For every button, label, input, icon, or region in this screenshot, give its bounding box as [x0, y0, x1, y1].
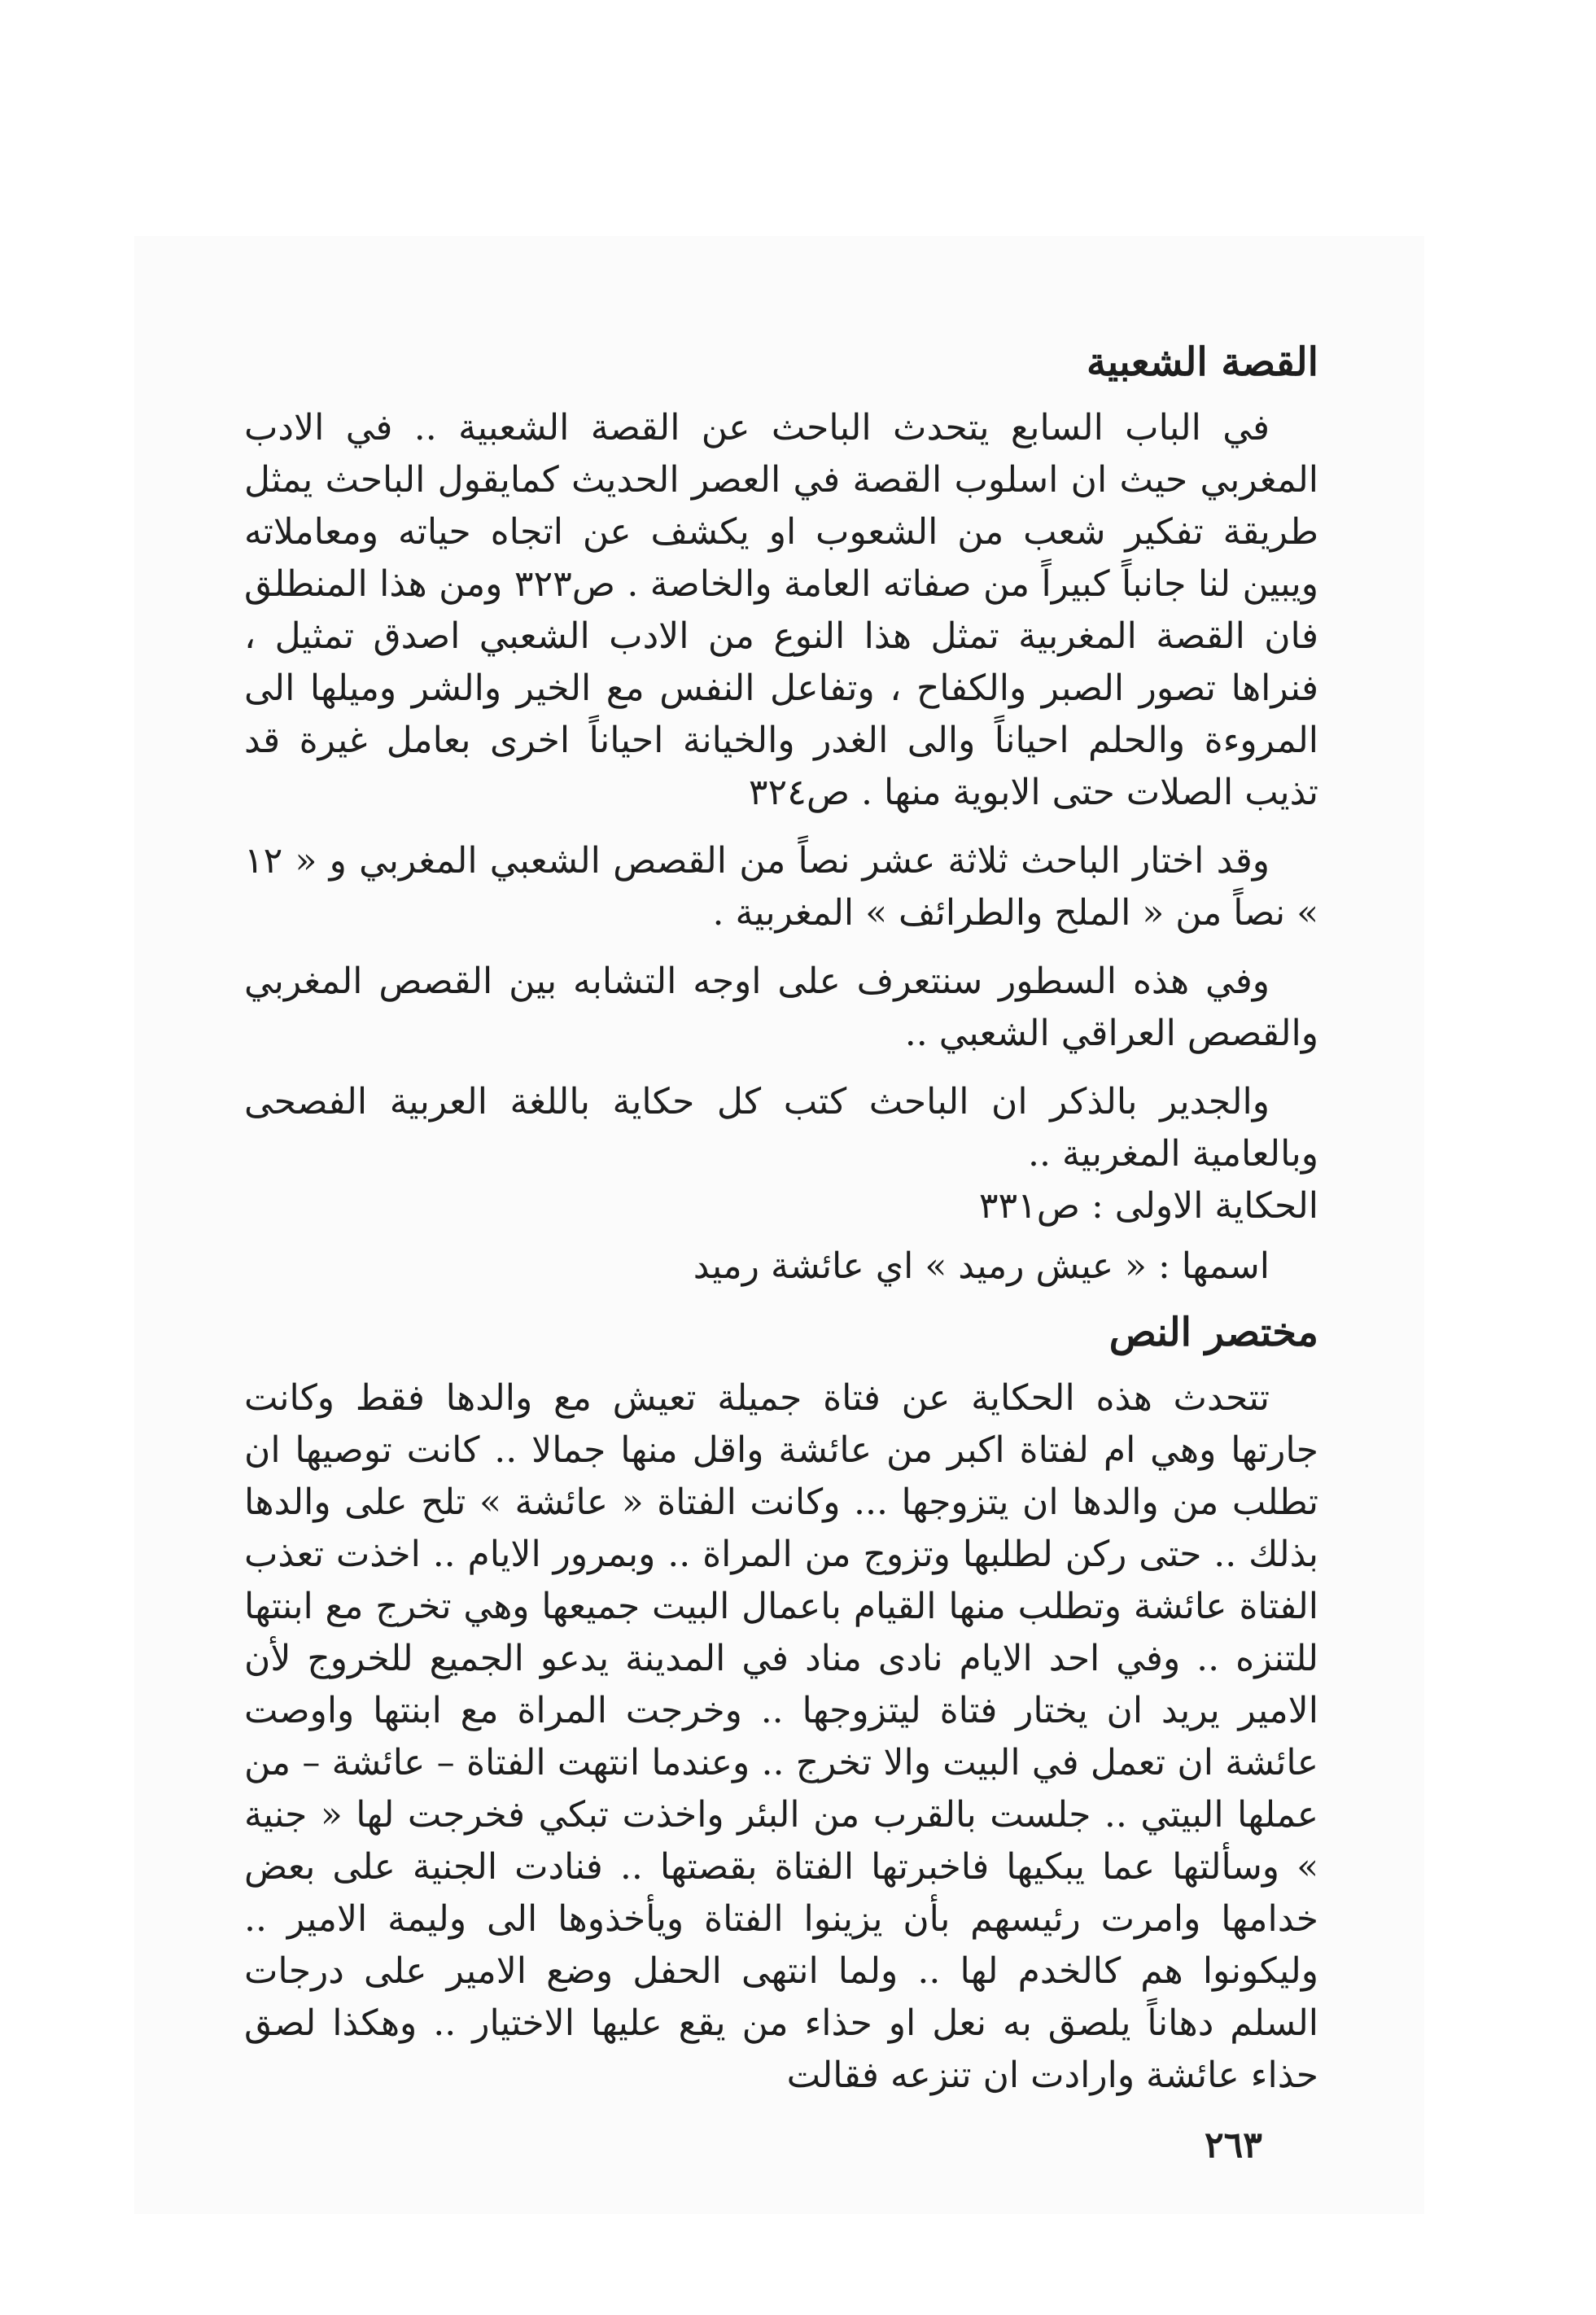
page-content: [244, 334, 1318, 2118]
paragraph-summary: تتحدث هذه الحكاية عن فتاة جميلة تعيش مع والدها فقط وكانت جارتها وهي ام لفتاة اكبر من عائشة واقل منها جمالا .. كانت توصيها ان تطلب من والدها ان يتزوجها ... وكانت الفتاة « عائشة » تلح على والدها بذلك .. حتى ركن لطلبها وتزوج من المراة .. وبمرور الايام .. اخذت تعذب الفتاة عائشة وتطلب منها القيام باعمال البيت جميعها وهي تخرج مع ابنتها للتنزه .. وفي احد الايام نادى مناد في المدينة يدعو الجميع للخروج لأن الامير يريد ان يختار فتاة ليتزوجها .. وخرجت المراة مع ابنتها واوصت عائشة ان تعمل في البيت والا تخرج .. وعندما انتهت الفتاة – عائشة – من عملها البيتي .. جلست بالقرب من البئر واخذت تبكي فخرجت لها « جنية » وسألتها عما يبكيها فاخبرتها الفتاة بقصتها .. فنادت الجنية على بعض خدامها وامرت رئيسهم بأن يزينوا الفتاة ويأخذوها الى وليمة الامير .. وليكونوا هم كالخدم لها .. ولما انتهى الحفل وضع الامير على درجات السلم دهاناً يلصق به نعل او حذاء من يقع عليها الاختيار .. وهكذا لصق حذاء عائشة وارادت ان تنزعه فقالت: [244, 1377, 1318, 2096]
story-name: اسمها : « عيش رميد » اي عائشة رميد: [693, 1245, 1270, 1287]
paragraph-comparison: وفي هذه السطور سنتعرف على اوجه التشابه بين القصص المغربي والقصص العراقي الشعبي ..: [244, 961, 1318, 1054]
paragraph-language-note: والجدير بالذكر ان الباحث كتب كل حكاية باللغة العربية الفصحى وبالعامية المغربية ..: [244, 1081, 1318, 1175]
section-heading-summary: مختصر النص: [1108, 1310, 1318, 1355]
section-heading-folk-tale: القصة الشعبية: [1087, 339, 1318, 385]
story-label: الحكاية الاولى : ص٣٣١: [978, 1185, 1318, 1227]
page-number: ٢٦٣: [1205, 2125, 1262, 2166]
paragraph-selection: وقد اختار الباحث ثلاثة عشر نصاً من القصص الشعبي المغربي و « ١٢ » نصاً من « الملح والطرائف » المغربية .: [244, 840, 1318, 934]
paragraph-intro: في الباب السابع يتحدث الباحث عن القصة الشعبية .. في الادب المغربي حيث ان اسلوب القصة في العصر الحديث كمايقول الباحث يمثل طريقة تفكير شعب من الشعوب او يكشف عن اتجاه حياته ومعاملاته ويبين لنا جانباً كبيراً من صفاته العامة والخاصة . ص٣٢٣ ومن هذا المنطلق فان القصة المغربية تمثل هذا النوع من الادب الشعبي اصدق تمثيل ، فنراها تصور الصبر والكفاح ، وتفاعل النفس مع الخير والشر وميلها الى المروءة والحلم احياناً والى الغدر والخيانة احياناً اخرى بعامل غيرة قد تذيب الصلات حتى الابوية منها . ص٣٢٤: [244, 407, 1319, 813]
